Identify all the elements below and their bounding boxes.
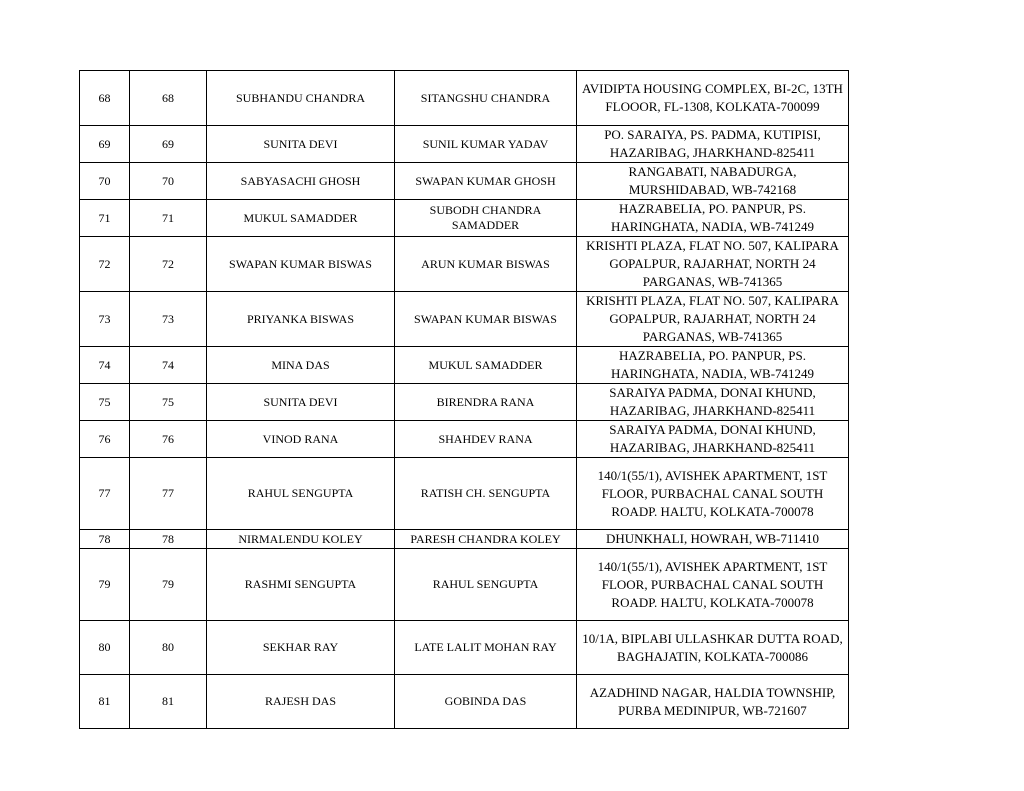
serial-number: 70: [80, 163, 130, 200]
table-row: [80, 421, 849, 458]
member-number: 68: [130, 71, 207, 126]
serial-number: 69: [80, 126, 130, 163]
member-address: SARAIYA PADMA, DONAI KHUND, HAZARIBAG, JHARKHAND-825411: [577, 421, 849, 458]
table-row: [80, 530, 849, 549]
guardian-name: MUKUL SAMADDER: [395, 347, 577, 384]
serial-number: 74: [80, 347, 130, 384]
guardian-name: SWAPAN KUMAR GHOSH: [395, 163, 577, 200]
guardian-name: ARUN KUMAR BISWAS: [395, 237, 577, 292]
member-name: MINA DAS: [207, 347, 395, 384]
member-address: 140/1(55/1), AVISHEK APARTMENT, 1ST FLOOR, PURBACHAL CANAL SOUTH ROADP. HALTU, KOLKATA-700078: [577, 458, 849, 530]
member-number: 70: [130, 163, 207, 200]
member-number: 71: [130, 200, 207, 237]
member-number: 80: [130, 621, 207, 675]
guardian-name: PARESH CHANDRA KOLEY: [395, 530, 577, 549]
member-name: PRIYANKA BISWAS: [207, 292, 395, 347]
serial-number: 77: [80, 458, 130, 530]
guardian-name: LATE LALIT MOHAN RAY: [395, 621, 577, 675]
serial-number: 75: [80, 384, 130, 421]
table-row: [80, 458, 849, 530]
member-number: 78: [130, 530, 207, 549]
member-address: KRISHTI PLAZA, FLAT NO. 507, KALIPARA GOPALPUR, RAJARHAT, NORTH 24 PARGANAS, WB-741365: [577, 237, 849, 292]
member-name: RAJESH DAS: [207, 675, 395, 729]
serial-number: 78: [80, 530, 130, 549]
member-number: 75: [130, 384, 207, 421]
member-address: KRISHTI PLAZA, FLAT NO. 507, KALIPARA GOPALPUR, RAJARHAT, NORTH 24 PARGANAS, WB-741365: [577, 292, 849, 347]
member-address: RANGABATI, NABADURGA, MURSHIDABAD, WB-742168: [577, 163, 849, 200]
member-number: 73: [130, 292, 207, 347]
member-address: AZADHIND NAGAR, HALDIA TOWNSHIP, PURBA MEDINIPUR, WB-721607: [577, 675, 849, 729]
table-row: [80, 163, 849, 200]
serial-number: 68: [80, 71, 130, 126]
serial-number: 72: [80, 237, 130, 292]
table-row: [80, 549, 849, 621]
guardian-name: SHAHDEV RANA: [395, 421, 577, 458]
guardian-name: SUBODH CHANDRA SAMADDER: [395, 200, 577, 237]
guardian-name: BIRENDRA RANA: [395, 384, 577, 421]
member-name: VINOD RANA: [207, 421, 395, 458]
serial-number: 76: [80, 421, 130, 458]
table-row: [80, 347, 849, 384]
member-name: SABYASACHI GHOSH: [207, 163, 395, 200]
member-address: 140/1(55/1), AVISHEK APARTMENT, 1ST FLOOR, PURBACHAL CANAL SOUTH ROADP. HALTU, KOLKATA-700078: [577, 549, 849, 621]
guardian-name: SWAPAN KUMAR BISWAS: [395, 292, 577, 347]
member-address: PO. SARAIYA, PS. PADMA, KUTIPISI, HAZARIBAG, JHARKHAND-825411: [577, 126, 849, 163]
member-address: SARAIYA PADMA, DONAI KHUND, HAZARIBAG, JHARKHAND-825411: [577, 384, 849, 421]
serial-number: 73: [80, 292, 130, 347]
serial-number: 79: [80, 549, 130, 621]
table-row: [80, 126, 849, 163]
member-address: HAZRABELIA, PO. PANPUR, PS. HARINGHATA, NADIA, WB-741249: [577, 347, 849, 384]
guardian-name: RATISH CH. SENGUPTA: [395, 458, 577, 530]
member-register-table: [79, 70, 849, 729]
member-number: 77: [130, 458, 207, 530]
member-address: HAZRABELIA, PO. PANPUR, PS. HARINGHATA, NADIA, WB-741249: [577, 200, 849, 237]
table-row: [80, 71, 849, 126]
guardian-name: GOBINDA DAS: [395, 675, 577, 729]
serial-number: 71: [80, 200, 130, 237]
guardian-name: RAHUL SENGUPTA: [395, 549, 577, 621]
table-row: [80, 237, 849, 292]
member-address: DHUNKHALI, HOWRAH, WB-711410: [577, 530, 849, 549]
table-row: [80, 675, 849, 729]
member-name: SEKHAR RAY: [207, 621, 395, 675]
guardian-name: SUNIL KUMAR YADAV: [395, 126, 577, 163]
member-name: SUNITA DEVI: [207, 126, 395, 163]
member-address: AVIDIPTA HOUSING COMPLEX, BI-2C, 13TH FLOOOR, FL-1308, KOLKATA-700099: [577, 71, 849, 126]
member-name: RASHMI SENGUPTA: [207, 549, 395, 621]
table-row: [80, 621, 849, 675]
member-number: 72: [130, 237, 207, 292]
member-name: SWAPAN KUMAR BISWAS: [207, 237, 395, 292]
member-name: SUBHANDU CHANDRA: [207, 71, 395, 126]
member-number: 79: [130, 549, 207, 621]
serial-number: 80: [80, 621, 130, 675]
member-number: 81: [130, 675, 207, 729]
guardian-name: SITANGSHU CHANDRA: [395, 71, 577, 126]
member-name: MUKUL SAMADDER: [207, 200, 395, 237]
member-name: SUNITA DEVI: [207, 384, 395, 421]
serial-number: 81: [80, 675, 130, 729]
member-address: 10/1A, BIPLABI ULLASHKAR DUTTA ROAD, BAGHAJATIN, KOLKATA-700086: [577, 621, 849, 675]
member-number: 69: [130, 126, 207, 163]
member-name: RAHUL SENGUPTA: [207, 458, 395, 530]
member-name: NIRMALENDU KOLEY: [207, 530, 395, 549]
table-row: [80, 292, 849, 347]
member-number: 76: [130, 421, 207, 458]
table-row: [80, 200, 849, 237]
member-number: 74: [130, 347, 207, 384]
table-row: [80, 384, 849, 421]
